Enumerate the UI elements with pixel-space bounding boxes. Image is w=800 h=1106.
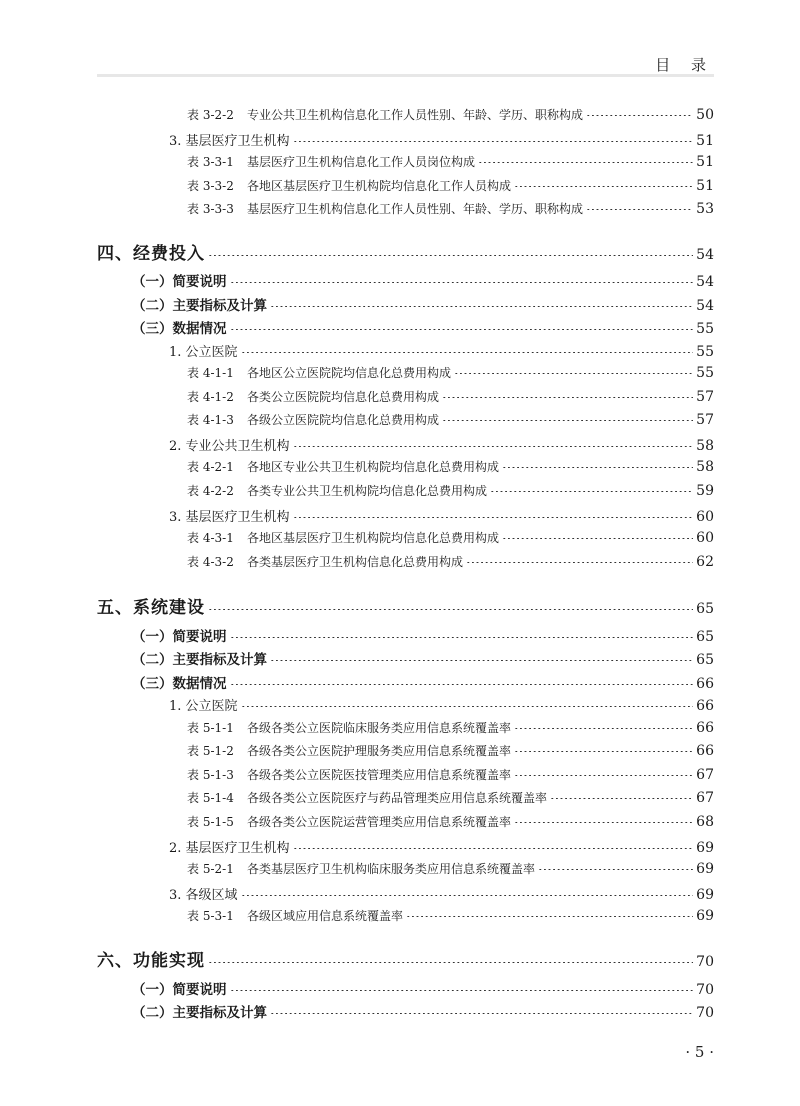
dot-leader — [293, 141, 694, 142]
toc-page-number: 55 — [696, 365, 714, 381]
dot-leader — [466, 562, 693, 563]
header-rule — [97, 74, 714, 77]
table-number: 表 3-2-2 — [187, 108, 234, 122]
toc-entry-table[interactable] — [187, 177, 714, 194]
dot-leader — [490, 491, 693, 492]
toc-page-number: 55 — [696, 344, 714, 360]
table-title: 各地区基层医疗卫生机构院均信息化总费用构成 — [247, 531, 500, 545]
table-title: 各类基层医疗卫生机构信息化总费用构成 — [247, 555, 464, 569]
table-title: 基层医疗卫生机构信息化工作人员性别、年龄、学历、职称构成 — [247, 202, 584, 216]
dot-leader — [270, 306, 693, 307]
toc-page-number: 65 — [696, 601, 714, 617]
dot-leader — [538, 869, 693, 870]
table-title: 各类公立医院院均信息化总费用构成 — [247, 390, 440, 404]
dot-leader — [293, 517, 694, 518]
table-title: 各地区专业公共卫生机构院均信息化总费用构成 — [247, 460, 500, 474]
page-number: · 5 · — [685, 1043, 714, 1061]
toc-entry-label: 五、系统建设 — [97, 598, 205, 618]
toc-entry-table[interactable] — [187, 907, 714, 924]
toc-entry-section[interactable] — [132, 978, 714, 998]
table-number: 表 5-2-1 — [187, 862, 234, 876]
table-number: 表 5-1-1 — [187, 721, 234, 735]
toc-entry-chapter[interactable] — [97, 239, 714, 264]
toc-entry-table[interactable] — [187, 553, 714, 570]
toc-page-number: 60 — [696, 509, 714, 525]
toc-entry-label — [187, 789, 547, 806]
dot-leader — [230, 684, 694, 685]
table-number: 表 4-2-1 — [187, 460, 234, 474]
toc-entry-sub[interactable] — [169, 695, 714, 714]
toc-page-number: 65 — [696, 629, 714, 645]
dot-leader — [502, 538, 693, 539]
toc-page-number: 57 — [696, 412, 714, 428]
dot-leader — [514, 822, 693, 823]
toc-entry-chapter[interactable] — [97, 946, 714, 971]
table-title: 专业公共卫生机构信息化工作人员性别、年龄、学历、职称构成 — [247, 108, 584, 122]
toc-page-number: 66 — [696, 720, 714, 736]
dot-leader — [514, 186, 693, 187]
toc-entry-label: 3. 各级区域 — [169, 888, 238, 903]
table-number: 表 4-2-2 — [187, 484, 234, 498]
dot-leader — [270, 1013, 693, 1014]
toc-page-number: 69 — [696, 908, 714, 924]
toc-entry-label — [187, 813, 511, 830]
toc-entry-section[interactable] — [132, 1001, 714, 1021]
dot-leader — [230, 637, 694, 638]
toc-entry-section[interactable] — [132, 270, 714, 290]
toc-entry-section[interactable] — [132, 294, 714, 314]
toc-page-number: 51 — [696, 178, 714, 194]
dot-leader — [293, 848, 694, 849]
toc-entry-label: 1. 公立医院 — [169, 345, 238, 360]
toc-entry-label — [187, 719, 511, 736]
toc-entry-label: （三）数据情况 — [132, 676, 227, 692]
dot-leader — [514, 728, 693, 729]
toc-page-number: 62 — [696, 554, 714, 570]
dot-leader — [241, 706, 694, 707]
toc-page-number: 69 — [696, 840, 714, 856]
table-title: 各级区域应用信息系统覆盖率 — [247, 909, 404, 923]
toc-entry-table[interactable] — [187, 789, 714, 806]
toc-entry-table[interactable] — [187, 742, 714, 759]
table-number: 表 3-3-2 — [187, 179, 234, 193]
dot-leader — [586, 115, 693, 116]
toc-entry-label: 1. 公立医院 — [169, 699, 238, 714]
table-number: 表 4-1-1 — [187, 366, 234, 380]
toc-entry-label — [187, 200, 583, 217]
toc-entry-label — [187, 742, 511, 759]
toc-entry-label — [187, 529, 499, 546]
table-title: 各地区公立医院院均信息化总费用构成 — [247, 366, 452, 380]
toc-entry-label: 六、功能实现 — [97, 951, 205, 971]
toc-page-number: 65 — [696, 652, 714, 668]
dot-leader — [208, 609, 693, 610]
table-number: 表 4-3-1 — [187, 531, 234, 545]
toc-page-number: 58 — [696, 438, 714, 454]
toc-page-number: 58 — [696, 459, 714, 475]
toc-page-number: 66 — [696, 698, 714, 714]
dot-leader — [454, 373, 693, 374]
table-number: 表 5-3-1 — [187, 909, 234, 923]
toc-entry-label: （二）主要指标及计算 — [132, 298, 267, 314]
toc-entry-table[interactable] — [187, 529, 714, 546]
toc-entry-table[interactable] — [187, 766, 714, 783]
toc-entry-section[interactable] — [132, 317, 714, 337]
toc-page-number: 70 — [696, 954, 714, 970]
toc-page-number: 50 — [696, 107, 714, 123]
toc-page-number: 54 — [696, 298, 714, 314]
toc-entry-label — [187, 388, 439, 405]
table-title: 各级各类公立医院医技管理类应用信息系统覆盖率 — [247, 768, 512, 782]
toc-entry-table[interactable] — [187, 458, 714, 475]
dot-leader — [478, 162, 693, 163]
toc-entry-label — [187, 177, 511, 194]
table-number: 表 5-1-2 — [187, 744, 234, 758]
toc-entry-table[interactable] — [187, 860, 714, 877]
table-title: 各类专业公共卫生机构院均信息化总费用构成 — [247, 484, 488, 498]
page-header-title: 目 录 — [655, 56, 714, 74]
toc-entry-label: 3. 基层医疗卫生机构 — [169, 134, 290, 149]
toc-page-number: 68 — [696, 814, 714, 830]
dot-leader — [502, 467, 693, 468]
toc-entry-sub[interactable] — [169, 341, 714, 360]
table-title: 基层医疗卫生机构信息化工作人员岗位构成 — [247, 155, 476, 169]
table-number: 表 4-1-2 — [187, 390, 234, 404]
dot-leader — [442, 397, 693, 398]
toc-entry-label: （二）主要指标及计算 — [132, 652, 267, 668]
toc-entry-table[interactable] — [187, 813, 714, 830]
toc-page-number: 51 — [696, 133, 714, 149]
dot-leader — [241, 895, 694, 896]
dot-leader — [442, 420, 693, 421]
toc-page-number: 69 — [696, 861, 714, 877]
toc-entry-label — [187, 458, 499, 475]
toc-entry-label — [187, 860, 535, 877]
toc-entry-table[interactable] — [187, 719, 714, 736]
toc-entry-label — [187, 106, 583, 123]
toc-page-number: 54 — [696, 247, 714, 263]
table-number: 表 5-1-3 — [187, 768, 234, 782]
toc-entry-section[interactable] — [132, 625, 714, 645]
toc-entry-label — [187, 364, 451, 381]
table-title: 各级各类公立医院临床服务类应用信息系统覆盖率 — [247, 721, 512, 735]
toc-page-number: 69 — [696, 887, 714, 903]
toc-entry-label: 2. 专业公共卫生机构 — [169, 439, 290, 454]
toc-entry-label — [187, 553, 463, 570]
dot-leader — [208, 255, 693, 256]
table-title: 各类基层医疗卫生机构临床服务类应用信息系统覆盖率 — [247, 862, 536, 876]
toc-page-number: 60 — [696, 530, 714, 546]
table-number: 表 5-1-4 — [187, 791, 234, 805]
dot-leader — [270, 660, 693, 661]
toc-page-number: 70 — [696, 1005, 714, 1021]
dot-leader — [230, 990, 694, 991]
toc-page-number: 59 — [696, 483, 714, 499]
toc-entry-sub[interactable] — [169, 837, 714, 856]
dot-leader — [550, 798, 693, 799]
toc-entry-label: 2. 基层医疗卫生机构 — [169, 841, 290, 856]
toc-entry-table[interactable] — [187, 106, 714, 123]
toc-entry-label: （三）数据情况 — [132, 321, 227, 337]
dot-leader — [241, 352, 694, 353]
toc-entry-label: （一）简要说明 — [132, 274, 227, 290]
toc-entry-sub[interactable] — [169, 506, 714, 525]
toc-entry-table[interactable] — [187, 411, 714, 428]
toc-entry-label: （二）主要指标及计算 — [132, 1005, 267, 1021]
toc-entry-sub[interactable] — [169, 884, 714, 903]
toc-page-number: 67 — [696, 790, 714, 806]
dot-leader — [230, 329, 694, 330]
dot-leader — [406, 916, 693, 917]
toc-page-number: 66 — [696, 676, 714, 692]
toc-page-number: 51 — [696, 154, 714, 170]
toc-entry-label — [187, 153, 475, 170]
toc-entry-table[interactable] — [187, 482, 714, 499]
toc-entry-label: 3. 基层医疗卫生机构 — [169, 510, 290, 525]
toc-entry-label — [187, 411, 439, 428]
dot-leader — [514, 751, 693, 752]
toc-entry-sub[interactable] — [169, 435, 714, 454]
table-number: 表 3-3-3 — [187, 202, 234, 216]
toc-page-number: 70 — [696, 982, 714, 998]
toc-page-number: 53 — [696, 201, 714, 217]
toc-page-number: 55 — [696, 321, 714, 337]
dot-leader — [230, 282, 694, 283]
table-title: 各级各类公立医院护理服务类应用信息系统覆盖率 — [247, 744, 512, 758]
dot-leader — [514, 775, 693, 776]
toc-page-number: 66 — [696, 743, 714, 759]
table-title: 各级各类公立医院运营管理类应用信息系统覆盖率 — [247, 815, 512, 829]
toc-entry-table[interactable] — [187, 364, 714, 381]
dot-leader — [293, 446, 694, 447]
dot-leader — [208, 962, 693, 963]
toc-entry-label: （一）简要说明 — [132, 629, 227, 645]
table-number: 表 5-1-5 — [187, 815, 234, 829]
toc-page-number: 67 — [696, 767, 714, 783]
toc-entry-table[interactable] — [187, 200, 714, 217]
toc-page-number: 57 — [696, 389, 714, 405]
toc-entry-label — [187, 907, 403, 924]
table-title: 各级公立医院院均信息化总费用构成 — [247, 413, 440, 427]
table-number: 表 3-3-1 — [187, 155, 234, 169]
toc-entry-section[interactable] — [132, 672, 714, 692]
toc-entry-table[interactable] — [187, 388, 714, 405]
toc-entry-section[interactable] — [132, 648, 714, 668]
toc-entry-chapter[interactable] — [97, 593, 714, 618]
table-title: 各地区基层医疗卫生机构院均信息化工作人员构成 — [247, 179, 512, 193]
toc-entry-label: （一）简要说明 — [132, 982, 227, 998]
toc-entry-sub[interactable] — [169, 130, 714, 149]
toc-page-number: 54 — [696, 274, 714, 290]
dot-leader — [586, 209, 693, 210]
toc-entry-label — [187, 766, 511, 783]
toc-entry-table[interactable] — [187, 153, 714, 170]
toc-entry-label — [187, 482, 487, 499]
table-title: 各级各类公立医院医疗与药品管理类应用信息系统覆盖率 — [247, 791, 548, 805]
table-number: 表 4-1-3 — [187, 413, 234, 427]
toc-entry-label: 四、经费投入 — [97, 244, 205, 264]
table-number: 表 4-3-2 — [187, 555, 234, 569]
